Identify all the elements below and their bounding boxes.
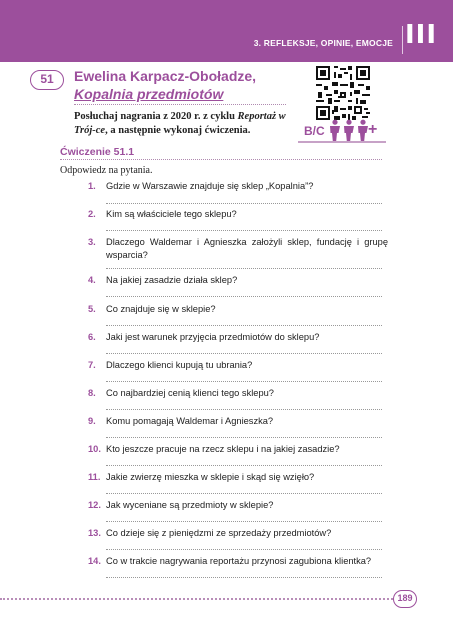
- question-number: 8.: [88, 388, 96, 398]
- qr-code-graphic: [313, 64, 373, 122]
- answer-line[interactable]: [106, 549, 382, 550]
- question-item: [88, 208, 388, 221]
- question-text: Co znajduje się w sklepie?: [106, 304, 216, 314]
- level-plus: +: [368, 121, 378, 138]
- question-number: 7.: [88, 360, 96, 370]
- question-item: [88, 274, 388, 287]
- question-number: 10.: [88, 444, 101, 454]
- answer-line[interactable]: [106, 296, 382, 297]
- answer-line[interactable]: [106, 437, 382, 438]
- question-item: [88, 471, 388, 484]
- section-numeral: III: [404, 20, 437, 50]
- question-item: [88, 527, 388, 540]
- exercise-instruction: Odpowiedz na pytania.: [60, 165, 153, 176]
- question-text: Dlaczego klienci kupują tu ubrania?: [106, 360, 253, 370]
- question-text: Dlaczego Waldemar i Agnieszka założyli sklep, fundację i grupę wsparcia?: [106, 237, 388, 260]
- question-text: Kto jeszcze pracuje na rzecz sklepu i na jakiej zasadzie?: [106, 444, 340, 454]
- question-text: Jaki jest warunek przyjęcia przedmiotów do sklepu?: [106, 332, 320, 342]
- exercise-divider: [60, 159, 382, 160]
- level-label: B/C: [304, 124, 325, 138]
- question-number: 13.: [88, 528, 101, 538]
- question-item: [88, 236, 388, 262]
- question-number: 2.: [88, 209, 96, 219]
- question-text: Jak wyceniane są przedmioty w sklepie?: [106, 500, 274, 510]
- lesson-number-badge: 51: [30, 70, 64, 90]
- question-item: [88, 415, 388, 428]
- exercise-title: Ćwiczenie 51.1: [60, 146, 135, 158]
- lesson-title: Kopalnia przedmiotów: [74, 86, 224, 102]
- question-text: Co najbardziej cenią klienci tego sklepu?: [106, 388, 274, 398]
- question-text: Kim są właściciele tego sklepu?: [106, 209, 237, 219]
- answer-line[interactable]: [106, 230, 382, 231]
- answer-line[interactable]: [106, 409, 382, 410]
- answer-line[interactable]: [106, 325, 382, 326]
- question-item: [88, 443, 388, 456]
- question-item: [88, 359, 388, 372]
- question-number: 12.: [88, 500, 101, 510]
- question-item: [88, 499, 388, 512]
- question-item: [88, 331, 388, 344]
- question-text: Jakie zwierzę mieszka w sklepie i skąd się wzięło?: [106, 472, 315, 482]
- header-separator: [402, 26, 403, 54]
- question-number: 9.: [88, 416, 96, 426]
- question-number: 4.: [88, 275, 96, 285]
- footer-divider: [0, 598, 393, 600]
- question-number: 6.: [88, 332, 96, 342]
- question-number: 3.: [88, 237, 96, 247]
- answer-line[interactable]: [106, 381, 382, 382]
- intro-italic: Reportaż w Trój-ce: [74, 111, 286, 136]
- question-text: Co dzieje się z pieniędzmi ze sprzedaży przedmiotów?: [106, 528, 332, 538]
- intro-text-2: , a następnie wykonaj ćwiczenia.: [105, 125, 251, 136]
- question-item: [88, 303, 388, 316]
- question-text: Gdzie w Warszawie znajduje się sklep „Kopalnia”?: [106, 181, 314, 191]
- question-text: Na jakiej zasadzie działa sklep?: [106, 275, 238, 285]
- question-item: [88, 555, 388, 568]
- section-title: 3. REFLEKSJE, OPINIE, EMOCJE: [253, 38, 393, 48]
- qr-code-icon[interactable]: [311, 62, 375, 124]
- answer-line[interactable]: [106, 577, 382, 578]
- header-bar: [0, 0, 453, 62]
- answer-line[interactable]: [106, 493, 382, 494]
- question-text: Co w trakcie nagrywania reportażu przynosi zagubiona klientka?: [106, 556, 372, 566]
- question-number: 5.: [88, 304, 96, 314]
- answer-line[interactable]: [106, 203, 382, 204]
- question-text: Komu pomagają Waldemar i Agnieszka?: [106, 416, 274, 426]
- intro-text-1: Posłuchaj nagrania z 2020 r. z cyklu: [74, 111, 238, 122]
- answer-line[interactable]: [106, 353, 382, 354]
- question-item: [88, 180, 388, 193]
- question-number: 1.: [88, 181, 96, 191]
- answer-line[interactable]: [106, 465, 382, 466]
- page-number: 189: [393, 590, 417, 608]
- question-number: 14.: [88, 556, 101, 566]
- level-underline: [298, 141, 386, 143]
- lesson-intro: [74, 110, 294, 138]
- answer-line[interactable]: [106, 268, 382, 269]
- title-divider: [74, 104, 286, 105]
- question-item: [88, 387, 388, 400]
- answer-line[interactable]: [106, 521, 382, 522]
- question-number: 11.: [88, 472, 101, 482]
- lesson-author: Ewelina Karpacz-Oboładze,: [74, 68, 257, 84]
